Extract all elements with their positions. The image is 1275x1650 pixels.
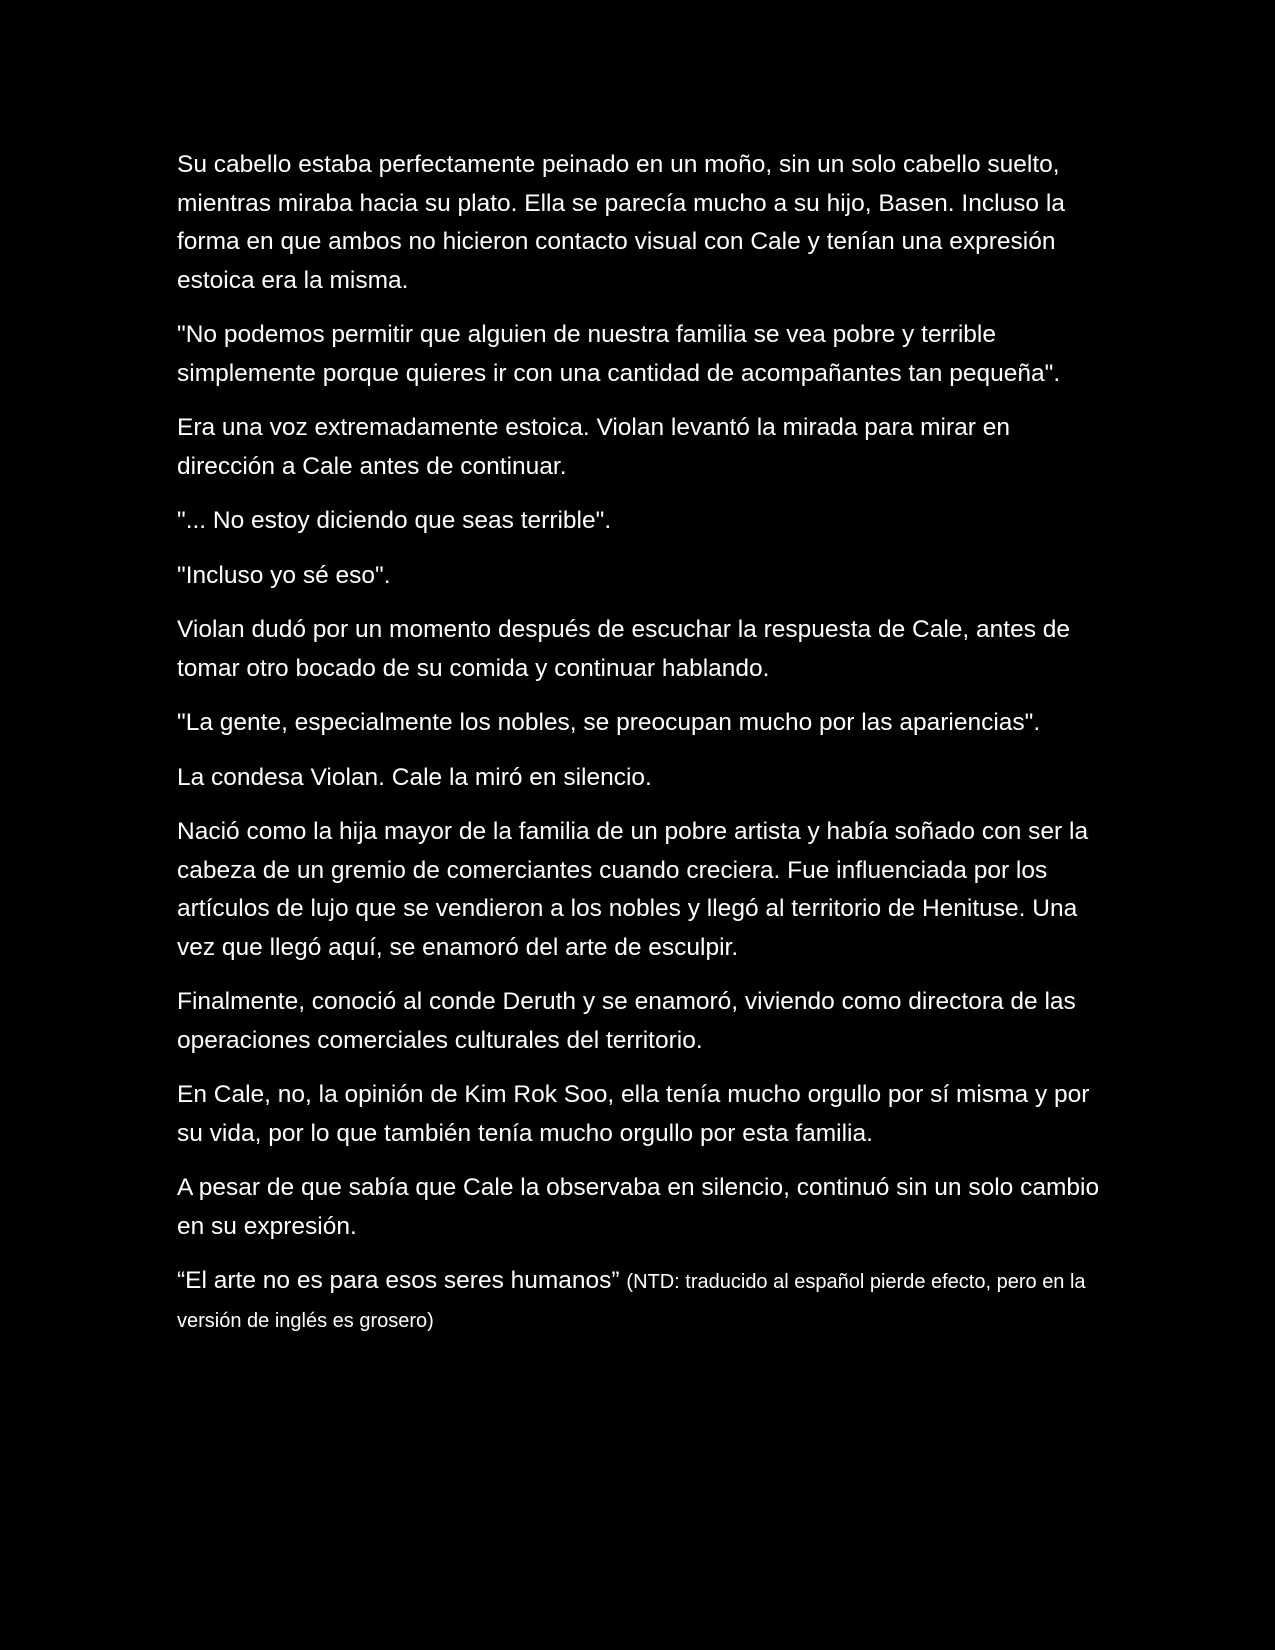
final-quote: “El arte no es para esos seres humanos” [177,1267,620,1294]
paragraph: "... No estoy diciendo que seas terrible". [177,507,612,534]
paragraph: Finalmente, conoció al conde Deruth y se enamoró, viviendo como directora de las operaciones comerciales culturales del territorio. [177,988,1076,1054]
paragraph: Violan dudó por un momento después de escuchar la respuesta de Cale, antes de tomar otro bocado de su comida y continuar hablando. [177,616,1071,682]
final-paragraph [177,1262,1102,1339]
paragraph: A pesar de que sabía que Cale la observaba en silencio, continuó sin un solo cambio en su expresión. [177,1174,1100,1240]
paragraph: "La gente, especialmente los nobles, se preocupan mucho por las apariencias". [177,709,1041,736]
document-body [177,146,1102,1339]
translator-note: (NTD: traducido al español pierde efecto, pero en la versión de inglés es grosero) [177,1271,1086,1332]
paragraph: La condesa Violan. Cale la miró en silencio. [177,763,652,791]
paragraph: "Incluso yo sé eso". [177,561,391,589]
paragraph: Era una voz extremadamente estoica. Violan levantó la mirada para mirar en dirección a Cale antes de continuar. [177,414,1010,480]
paragraph: "No podemos permitir que alguien de nuestra familia se vea pobre y terrible simplemente porque quieres ir con una cantidad de acompañantes tan pequeña". [177,321,1061,387]
paragraph: En Cale, no, la opinión de Kim Rok Soo, ella tenía mucho orgullo por sí misma y por su vida, por lo que también tenía mucho orgullo por esta familia. [177,1081,1090,1147]
paragraph: Su cabello estaba perfectamente peinado en un moño, sin un solo cabello suelto, mientras miraba hacia su plato. Ella se parecía mucho a su hijo, Basen. Incluso la forma en que ambos no hicieron contacto visual con Cale y tenían una expresión estoica era la misma. [177,151,1065,294]
paragraph: Nació como la hija mayor de la familia de un pobre artista y había soñado con ser la cabeza de un gremio de comerciantes cuando creciera. Fue influenciada por los artículos de lujo que se vendieron a los nobles y llegó al territorio de Henituse. Una vez que llegó aquí, se enamoró del arte de esculpir. [177,818,1089,961]
